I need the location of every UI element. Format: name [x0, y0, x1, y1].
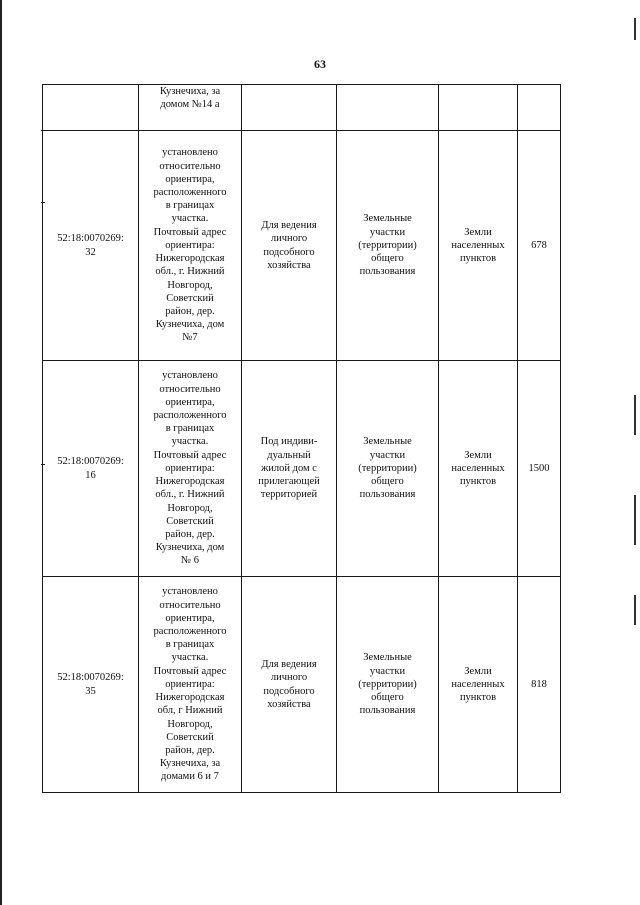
table-row — [43, 131, 561, 361]
permitted-use-cell: Под индиви- дуальный жилой дом с прилегающей территорией — [242, 361, 337, 577]
cadastral-number-cell: 52:18:0070269: 16 — [43, 361, 139, 577]
land-category-cell: Земли населенных пунктов — [439, 577, 518, 793]
cadastral-number-cell: 52:18:0070269: 35 — [43, 577, 139, 793]
scan-right-mark — [634, 495, 636, 545]
scan-right-mark — [634, 595, 636, 625]
zone-category-cell: Земельные участки (территории) общего пользования — [337, 131, 439, 361]
land-category-cell: Земли населенных пунктов — [439, 131, 518, 361]
scan-left-edge — [0, 0, 2, 905]
cadastral-number-cell: 52:18:0070269: 32 — [43, 131, 139, 361]
permitted-use-cell — [242, 85, 337, 131]
zone-category-cell: Земельные участки (территории) общего пользования — [337, 577, 439, 793]
land-category-cell — [439, 85, 518, 131]
cadastral-number-cell — [43, 85, 139, 131]
area-cell: 818 — [518, 577, 561, 793]
scan-right-mark — [634, 395, 636, 435]
location-cell: установлено относительно ориентира, расположенного в границах участка. Почтовый адрес ориентира: Нижегородская обл., г. Нижний Новгород, Советский район, дер. Кузнечиха, дом №7 — [139, 131, 242, 361]
land-category-cell: Земли населенных пунктов — [439, 361, 518, 577]
table-row — [43, 85, 561, 131]
zone-category-cell — [337, 85, 439, 131]
table-row — [43, 577, 561, 793]
location-cell: установлено относительно ориентира, расположенного в границах участка. Почтовый адрес ориентира: Нижегородская обл., г. Нижний Новгород, Советский район, дер. Кузнечиха, дом № 6 — [139, 361, 242, 577]
table-row — [43, 361, 561, 577]
location-cell: установлено относительно ориентира, расположенного в границах участка. Почтовый адрес ориентира: Нижегородская обл, г Нижний Новгород, Советский район, дер. Кузнечиха, за домами 6 и 7 — [139, 577, 242, 793]
permitted-use-cell: Для ведения личного подсобного хозяйства — [242, 577, 337, 793]
page-number: 63 — [314, 57, 326, 71]
area-cell: 1500 — [518, 361, 561, 577]
area-cell: 678 — [518, 131, 561, 361]
location-cell: Кузнечиха, за домом №14 а — [139, 85, 242, 131]
area-cell — [518, 85, 561, 131]
land-plots-table — [42, 84, 561, 793]
permitted-use-cell: Для ведения личного подсобного хозяйства — [242, 131, 337, 361]
zone-category-cell: Земельные участки (территории) общего пользования — [337, 361, 439, 577]
scan-right-mark — [634, 18, 636, 40]
